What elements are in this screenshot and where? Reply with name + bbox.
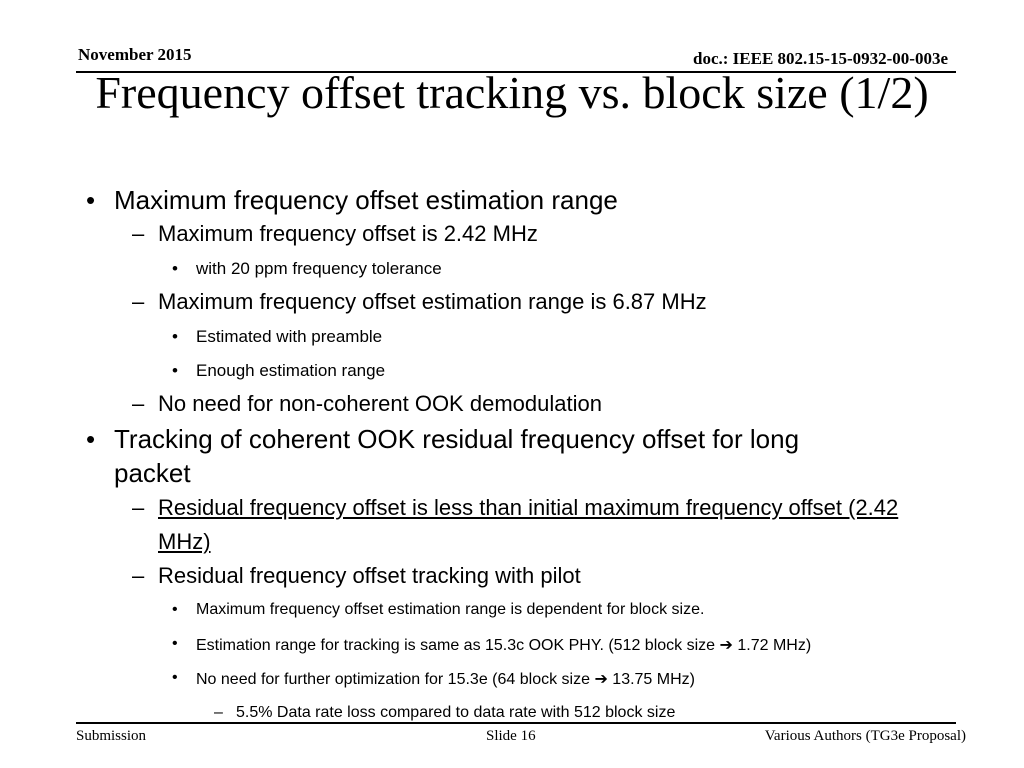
bullet-marker: • [172, 601, 178, 618]
footer-authors: Various Authors (TG3e Proposal) [764, 728, 966, 744]
text-segment: Estimation range for tracking is same as 15.3c OOK PHY. (512 block size [196, 637, 720, 654]
footer-slide-number: Slide 16 [486, 728, 536, 744]
footer-divider [76, 722, 956, 724]
bullet-marker: • [86, 424, 96, 454]
bullet-text-continuation: packet [114, 458, 191, 488]
bullet-marker: • [172, 669, 178, 686]
sub-bullet-text: Maximum frequency offset estimation range is 6.87 MHz [158, 289, 707, 314]
sub-bullet-text: Residual frequency offset is less than initial maximum frequency offset (2.42 [158, 495, 899, 520]
sub-sub-bullet-text: Maximum frequency offset estimation range is dependent for block size. [196, 601, 705, 618]
dash-marker: – [132, 289, 145, 314]
bullet-marker: • [172, 327, 178, 346]
level4-text: 5.5% Data rate loss compared to data rate with 512 block size [236, 704, 676, 721]
bullet-marker: • [172, 259, 178, 278]
bullet-marker: • [172, 635, 178, 652]
slide-title: Frequency offset tracking vs. block size (1/2) [95, 67, 929, 118]
dash-marker: – [132, 563, 145, 588]
header-date: November 2015 [78, 45, 192, 64]
sub-bullet-text-continuation: MHz) [158, 529, 211, 554]
text-segment: 1.72 MHz) [732, 637, 812, 654]
text-segment: 13.75 MHz) [607, 671, 695, 688]
dash-marker: – [214, 704, 223, 721]
sub-bullet-text: No need for non-coherent OOK demodulation [158, 391, 602, 416]
footer-submission: Submission [76, 728, 147, 744]
dash-marker: – [132, 221, 145, 246]
text-segment: No need for further optimization for 15.3e (64 block size [196, 671, 595, 688]
sub-sub-bullet-text: Estimated with preamble [196, 327, 383, 346]
sub-bullet-text: Maximum frequency offset is 2.42 MHz [158, 221, 538, 246]
header-doc-id: doc.: IEEE 802.15-15-0932-00-003e [693, 49, 948, 68]
bullet-marker: • [172, 361, 178, 380]
dash-marker: – [132, 391, 145, 416]
sub-sub-bullet-text [196, 669, 695, 689]
sub-bullet-text: Residual frequency offset tracking with pilot [158, 563, 581, 588]
bullet-text: Maximum frequency offset estimation range [114, 185, 618, 215]
bullet-text: Tracking of coherent OOK residual frequency offset for long [114, 424, 800, 454]
bullet-marker: • [86, 185, 96, 215]
sub-sub-bullet-text: with 20 ppm frequency tolerance [196, 259, 442, 278]
dash-marker: – [132, 495, 145, 520]
sub-sub-bullet-text: Enough estimation range [196, 361, 386, 380]
sub-sub-bullet-text [196, 635, 811, 655]
arrow-icon: ➔ [719, 637, 733, 654]
arrow-icon: ➔ [594, 671, 608, 688]
